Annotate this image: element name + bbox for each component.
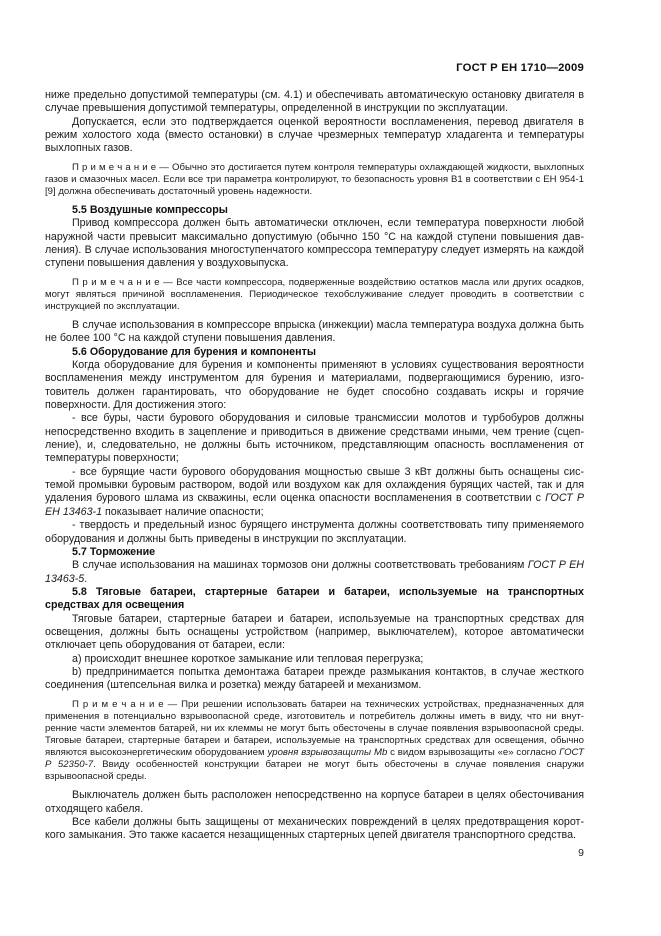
list-item-a-short-circuit: a) происходит внешнее короткое замыкание или тепловая перегрузка; (72, 652, 424, 665)
list-item-b-battery-dismantling: b) предпринимается попытка демонтажа батареи прежде размыкания контактов, в случае жесткого соединения (штепсельная вилка и розетка) между батареей и механизмом. (45, 665, 584, 692)
document-body (45, 62, 584, 843)
section-heading-5-7: 5.7 Торможение (72, 545, 156, 558)
paragraph-oil-injection-temperature: В случае использования в компрессоре впрыска (инжекции) масла температура воздуха должна быть не более 100 °С на каждой ступени повышения давления. (45, 319, 584, 345)
note-engine-temperature-control: П р и м е ч а н и е — Обычно это достигается путем контроля температуры охлаждающей жидкости, выхлопных газов и смазочных масел. Если все три параметра контролируют, то безопасность уровня В1 в соответствии с ЕН 954-1 [9] должна обеспечивать достаточный уровень надежности. (45, 161, 584, 197)
page-number: 9 (578, 847, 584, 859)
gost-reference-52350-7: ГОСТ Р 52350-7 (45, 747, 585, 771)
paragraph-tail: . (84, 572, 88, 585)
list-item-flushing-system (45, 466, 584, 519)
note-text: с видом взрывозащиты «е» согласно (387, 747, 560, 758)
note-battery-explosion-protection (45, 699, 584, 784)
gost-reference-13463-5: ГОСТ Р ЕН 13463-5 (45, 559, 585, 585)
section-heading-5-8: 5.8 Тяговые батареи, стартерные батареи и батареи, используемые на транспортных средствах для освещения (45, 585, 584, 612)
list-item-tail: показывает наличие опасности; (102, 505, 264, 518)
list-item-tool-hardness: - твердость и предельный износ бурящего инструмента должны соответствовать типу применяемого оборудования и должны быть приведены в инструкции по эксплуатации. (45, 519, 584, 545)
paragraph-idle-mode-allowance: Допускается, если это подтверждается оценкой вероятности воспламенения, перевод двигателя в режим холостого хода (вместо остановки) в случае чрезмерных температур хладагента и температуры выхлопных газов. (45, 115, 584, 155)
paragraph-batteries-cutoff-device: Тяговые батареи, стартерные батареи и батареи, используемые на транспортных средствах для освещения, должны быть оснащены устройством (например, выключателем), которое автоматически отключает цепь оборудования от батареи, если: (45, 612, 584, 652)
note-text: П р и м е ч а н и е — При решении использовать батареи на технических устройствах, предназначенных для применения в потенциально взрывоопасной среде, изготовитель и потребитель должны иметь в виду, что ни внутренние части элементов батарей, ни их клеммы не могут быть обесточены в случае появления взрывоопасной среды. Тяговые батареи, стартерные батареи и батареи, используемые на транспортных средствах для освещения, обычно являются высокоэнергетическим оборудованием (45, 698, 584, 758)
note-compressor-oil-residue: П р и м е ч а н и е — Все части компрессора, подверженные воздействию остатков масла или других осадков, могут являться причиной воспламенения. Периодическое техобслуживание следует проводить в соответствии с инструкцией по эксплуатации. (45, 276, 584, 312)
section-heading-5-5: 5.5 Воздушные компрессоры (72, 204, 228, 216)
document-code-header: ГОСТ Р ЕН 1710—2009 (456, 62, 584, 74)
protection-level-mb-italic: уровня взрывозащиты Mb (267, 747, 388, 758)
paragraph-text: В случае использования на машинах тормозов они должны соответствовать требованиям (72, 559, 528, 572)
paragraph-compressor-shutdown: Привод компрессора должен быть автоматически отключен, если температура поверхности любой наружной части превысит максимально допустимую (обычно 150 °С на каждой ступени повышения давления). В случае использования многоступенчатого компрессора температуру следует измерять на каждой ступени повышения давления у воздуховыпуска. (45, 217, 584, 270)
list-item-text: - все бурящие части бурового оборудования мощностью свыше 3 кВт должны быть оснащены системой промывки буровым раствором, водой или воздухом как для охлаждения бурящих частей, так и для удаления бурового шлама из скважины, если оценка опасности воспламенения в соответствии с (45, 465, 584, 505)
note-text: . Ввиду особенностей конструкции батареи не могут быть обесточены в случае появления снаружи взрывоопасной среды. (45, 759, 584, 783)
paragraph-switch-on-battery-case: Выключатель должен быть расположен непосредственно на корпусе батареи в целях обесточивания отходящего кабеля. (45, 789, 584, 815)
paragraph-drilling-equipment-intro: Когда оборудование для бурения и компоненты применяют в условиях существования вероятности воспламенения между инструментом для бурения и материалами, подвергающимися бурению, изготовитель должен гарантировать, что оборудование не будет способно создавать искры и горячие поверхности. Для достижения этого: (45, 359, 584, 412)
paragraph-cable-protection: Все кабели должны быть защищены от механических повреждений в целях предотвращения короткого замыкания. Это также касается незащищенных стартерных цепей двигателя транспортного средства. (45, 815, 584, 842)
paragraph-engine-shutdown-continuation: ниже предельно допустимой температуры (см. 4.1) и обеспечивать автоматическую остановку двигателя в случае превышения допустимой температуры, определенной в инструкции по эксплуатации. (45, 89, 584, 115)
section-heading-5-6: 5.6 Оборудование для бурения и компоненты (72, 345, 316, 358)
paragraph-brakes-requirement (45, 559, 584, 586)
gost-reference-13463-1: ГОСТ Р ЕН 13463-1 (45, 492, 584, 518)
list-item-drill-transmissions: - все буры, части бурового оборудования и силовые трансмиссии молотов и турбобуров должны непосредственно входить в зацепление и приводиться в движение средствами иными, чем трение (сцепление), и, следовательно, не должны быть источником, представляющим опасность воспламенения от температуры поверхности; (45, 412, 584, 465)
